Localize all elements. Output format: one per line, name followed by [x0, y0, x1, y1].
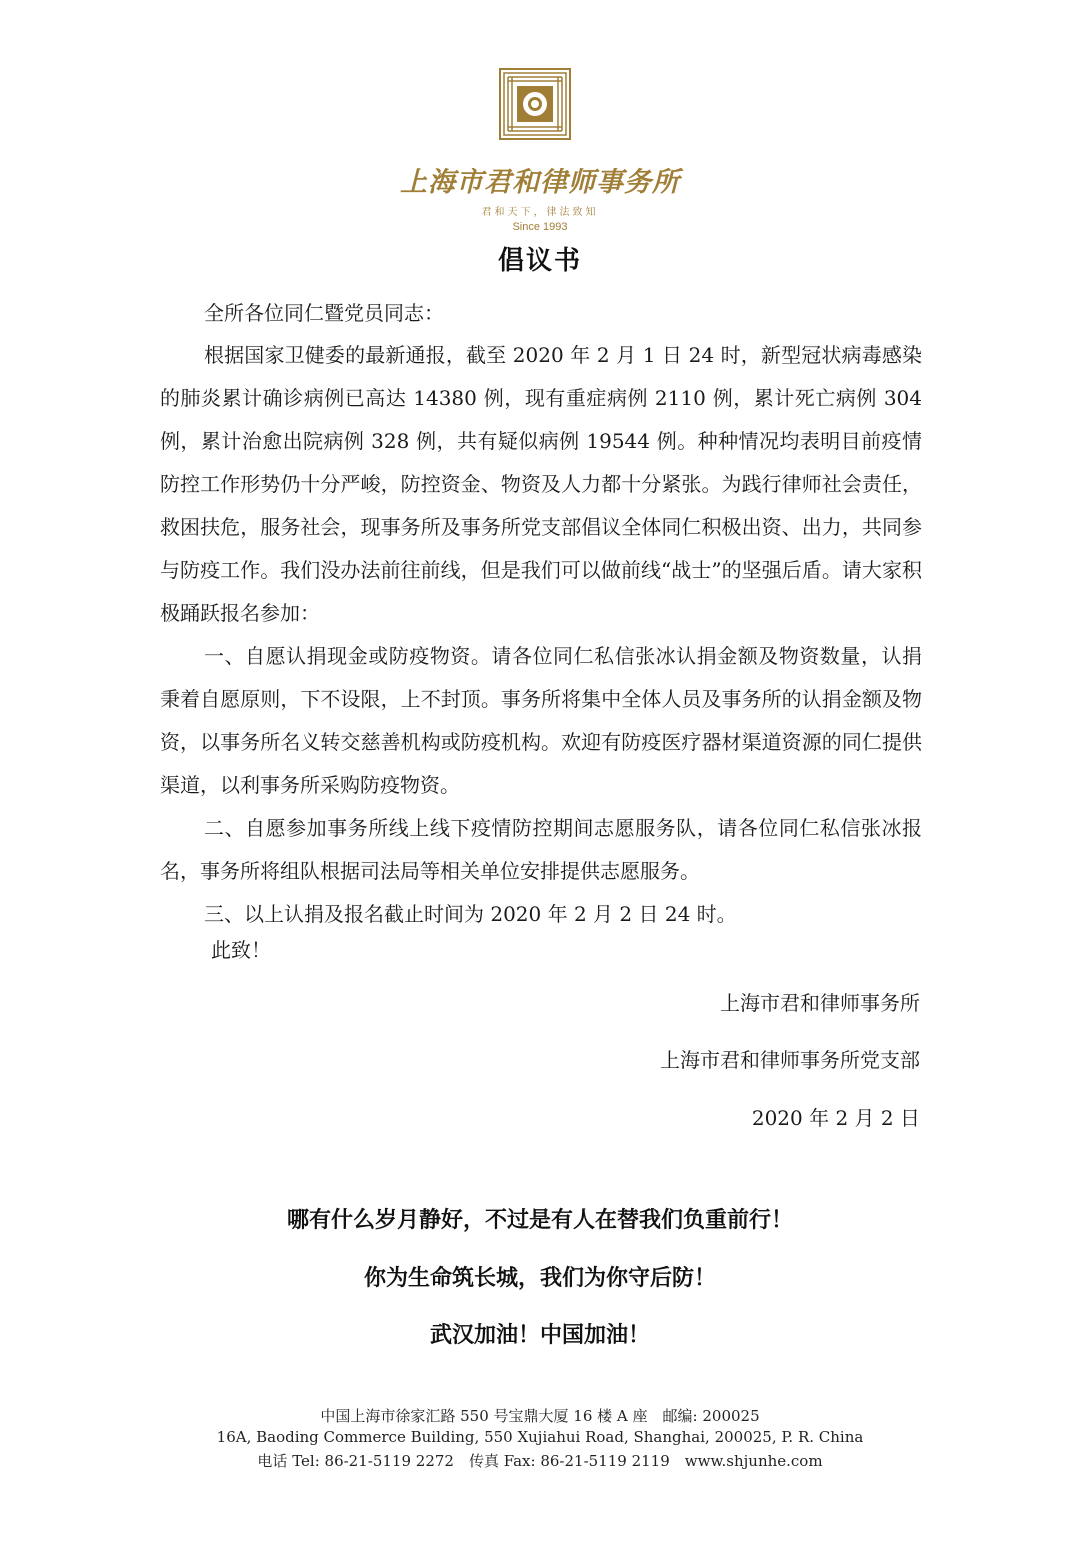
paragraph-item-3: 三、以上认捐及报名截止时间为 2020 年 2 月 2 日 24 时。 [204, 902, 737, 926]
square-seal-logo-icon [499, 68, 571, 140]
paragraph-intro: 根据国家卫健委的最新通报，截至 2020 年 2 月 1 日 24 时，新型冠状病毒感染的肺炎累计确诊病例已高达 14380 例，现有重症病例 2110 例，累计死亡病例 304 例，累计治愈出院病例 328 例，共有疑似病例 19544 例。种种情况均表明目前疫情防控工作形势仍十分严峻，防控资金、物资及人力都十分紧张。为践行律师社会责任，救困扶危，服务社会，现事务所及事务所党支部倡议全体同仁积极出资、出力，共同参与防疫工作。我们没办法前往前线，但是我们可以做前线“战士”的坚强后盾。请大家积极踊跃报名参加： [160, 343, 922, 625]
footer-address-en: 16A, Baoding Commerce Building, 550 Xujiahui Road, Shanghai, 200025, P. R. China [216, 1428, 864, 1446]
paragraph-item-2: 二、自愿参加事务所线上线下疫情防控期间志愿服务队，请各位同仁私信张冰报名，事务所将组队根据司法局等相关单位安排提供志愿服务。 [160, 816, 922, 883]
signature-date: 2020 年 2 月 2 日 [751, 1106, 920, 1130]
salutation: 全所各位同仁暨党员同志： [204, 301, 444, 325]
signature-party-branch: 上海市君和律师事务所党支部 [660, 1048, 920, 1072]
slogan-1: 哪有什么岁月静好，不过是有人在替我们负重前行！ [286, 1208, 793, 1233]
signature-firm: 上海市君和律师事务所 [720, 991, 920, 1015]
firm-since: Since 1993 [512, 221, 568, 233]
closing-line: 此致！ [211, 938, 271, 962]
footer-address-cn: 中国上海市徐家汇路 550 号宝鼎大厦 16 楼 A 座 邮编: 200025 [320, 1407, 760, 1425]
slogan-2: 你为生命筑长城，我们为你守后防！ [363, 1266, 716, 1291]
firm-motto: 君和天下，律法致知 [481, 207, 599, 218]
document-title: 倡议书 [497, 246, 582, 276]
firm-name: 上海市君和律师事务所 [400, 167, 680, 198]
slogan-3: 武汉加油！中国加油！ [429, 1323, 650, 1348]
footer-contact: 电话 Tel: 86-21-5119 2272 传真 Fax: 86-21-5119 2119 www.shjunhe.com [257, 1452, 823, 1470]
paragraph-item-1: 一、自愿认捐现金或防疫物资。请各位同仁私信张冰认捐金额及物资数量，认捐秉着自愿原则，下不设限，上不封顶。事务所将集中全体人员及事务所的认捐金额及物资，以事务所名义转交慈善机构或防疫机构。欢迎有防疫医疗器材渠道资源的同仁提供渠道，以利事务所采购防疫物资。 [160, 644, 922, 797]
